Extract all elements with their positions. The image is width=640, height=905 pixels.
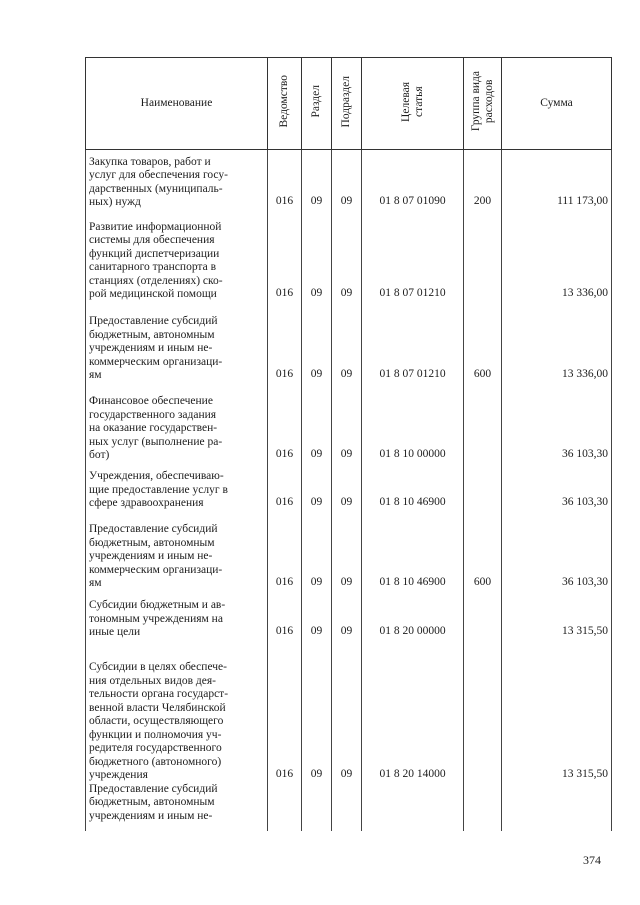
row-department: 016 bbox=[268, 591, 302, 640]
row-expense-group bbox=[464, 383, 502, 463]
row-sum: 36 103,30 bbox=[502, 383, 612, 463]
row-subsection: 09 bbox=[332, 302, 362, 383]
row-target-item: 01 8 20 14000 bbox=[362, 640, 464, 783]
row-section: 09 bbox=[302, 302, 332, 383]
row-name: Предоставление субсидий бюджетным, автономным учреждениям и иным не- коммерческим организаци- ям bbox=[86, 511, 268, 591]
page-number: 374 bbox=[583, 853, 601, 867]
row-sum: 13 336,00 bbox=[502, 210, 612, 302]
row-section: 09 bbox=[302, 463, 332, 511]
row-section: 09 bbox=[302, 210, 332, 302]
table-row bbox=[86, 302, 612, 383]
table-row bbox=[86, 210, 612, 302]
row-subsection: 09 bbox=[332, 210, 362, 302]
row-target-item: 01 8 10 46900 bbox=[362, 463, 464, 511]
table-row bbox=[86, 591, 612, 640]
table-body bbox=[86, 150, 612, 831]
row-target-item: 01 8 07 01090 bbox=[362, 150, 464, 210]
row-sum: 13 315,50 bbox=[502, 640, 612, 783]
table-row bbox=[86, 150, 612, 210]
row-expense-group bbox=[464, 463, 502, 511]
row-expense-group bbox=[464, 210, 502, 302]
row-subsection: 09 bbox=[332, 640, 362, 783]
header-sum: Сумма bbox=[502, 58, 612, 150]
row-name: Предоставление субсидий бюджетным, автономным учреждениям и иным не- bbox=[86, 783, 268, 831]
table-row bbox=[86, 383, 612, 463]
row-subsection: 09 bbox=[332, 150, 362, 210]
row-department bbox=[268, 783, 302, 831]
row-name: Субсидии в целях обеспече- ния отдельных видов дея- тельности органа государст- венной власти Челябинской области, осуществляющего функции и полномочия уч- редителя государственного бюджетного (автономного) учреждения bbox=[86, 640, 268, 783]
row-expense-group: 600 bbox=[464, 302, 502, 383]
header-department: Ведомство bbox=[268, 58, 302, 150]
budget-table bbox=[85, 57, 612, 831]
row-subsection: 09 bbox=[332, 511, 362, 591]
row-department: 016 bbox=[268, 640, 302, 783]
row-name: Предоставление субсидий бюджетным, автономным учреждениям и иным не- коммерческим организаци- ям bbox=[86, 302, 268, 383]
header-name: Наименование bbox=[86, 58, 268, 150]
row-expense-group bbox=[464, 640, 502, 783]
row-target-item: 01 8 20 00000 bbox=[362, 591, 464, 640]
header-section: Раздел bbox=[302, 58, 332, 150]
row-sum: 13 336,00 bbox=[502, 302, 612, 383]
row-department: 016 bbox=[268, 383, 302, 463]
row-expense-group bbox=[464, 591, 502, 640]
row-target-item: 01 8 07 01210 bbox=[362, 210, 464, 302]
row-section: 09 bbox=[302, 640, 332, 783]
row-section: 09 bbox=[302, 383, 332, 463]
row-department: 016 bbox=[268, 150, 302, 210]
row-target-item bbox=[362, 783, 464, 831]
row-name: Закупка товаров, работ и услуг для обеспечения госу- дарственных (муниципаль- ных) нужд bbox=[86, 150, 268, 210]
row-section bbox=[302, 783, 332, 831]
row-name: Субсидии бюджетным и ав- тономным учреждениям на иные цели bbox=[86, 591, 268, 640]
row-target-item: 01 8 10 46900 bbox=[362, 511, 464, 591]
row-sum bbox=[502, 783, 612, 831]
row-section: 09 bbox=[302, 511, 332, 591]
header-expense-group: Группа вида расходов bbox=[464, 58, 502, 150]
row-name: Финансовое обеспечение государственного задания на оказание государствен- ных услуг (выполнение ра- бот) bbox=[86, 383, 268, 463]
row-sum: 36 103,30 bbox=[502, 463, 612, 511]
row-target-item: 01 8 10 00000 bbox=[362, 383, 464, 463]
row-expense-group: 200 bbox=[464, 150, 502, 210]
row-subsection: 09 bbox=[332, 463, 362, 511]
table-row bbox=[86, 783, 612, 831]
row-section: 09 bbox=[302, 591, 332, 640]
row-section: 09 bbox=[302, 150, 332, 210]
row-name: Учреждения, обеспечиваю- щие предоставление услуг в сфере здравоохранения bbox=[86, 463, 268, 511]
row-department: 016 bbox=[268, 511, 302, 591]
row-department: 016 bbox=[268, 463, 302, 511]
table-row bbox=[86, 463, 612, 511]
header-target-item: Целевая статья bbox=[362, 58, 464, 150]
row-sum: 36 103,30 bbox=[502, 511, 612, 591]
row-subsection bbox=[332, 783, 362, 831]
header-subsection: Подраздел bbox=[332, 58, 362, 150]
row-name: Развитие информационной системы для обеспечения функций диспетчеризации санитарного транспорта в станциях (отделениях) ско- рой медицинской помощи bbox=[86, 210, 268, 302]
row-subsection: 09 bbox=[332, 591, 362, 640]
table-row bbox=[86, 640, 612, 783]
row-expense-group bbox=[464, 783, 502, 831]
row-department: 016 bbox=[268, 210, 302, 302]
table-row bbox=[86, 511, 612, 591]
row-target-item: 01 8 07 01210 bbox=[362, 302, 464, 383]
row-sum: 111 173,00 bbox=[502, 150, 612, 210]
row-sum: 13 315,50 bbox=[502, 591, 612, 640]
row-subsection: 09 bbox=[332, 383, 362, 463]
row-expense-group: 600 bbox=[464, 511, 502, 591]
table-header bbox=[86, 58, 612, 150]
row-department: 016 bbox=[268, 302, 302, 383]
